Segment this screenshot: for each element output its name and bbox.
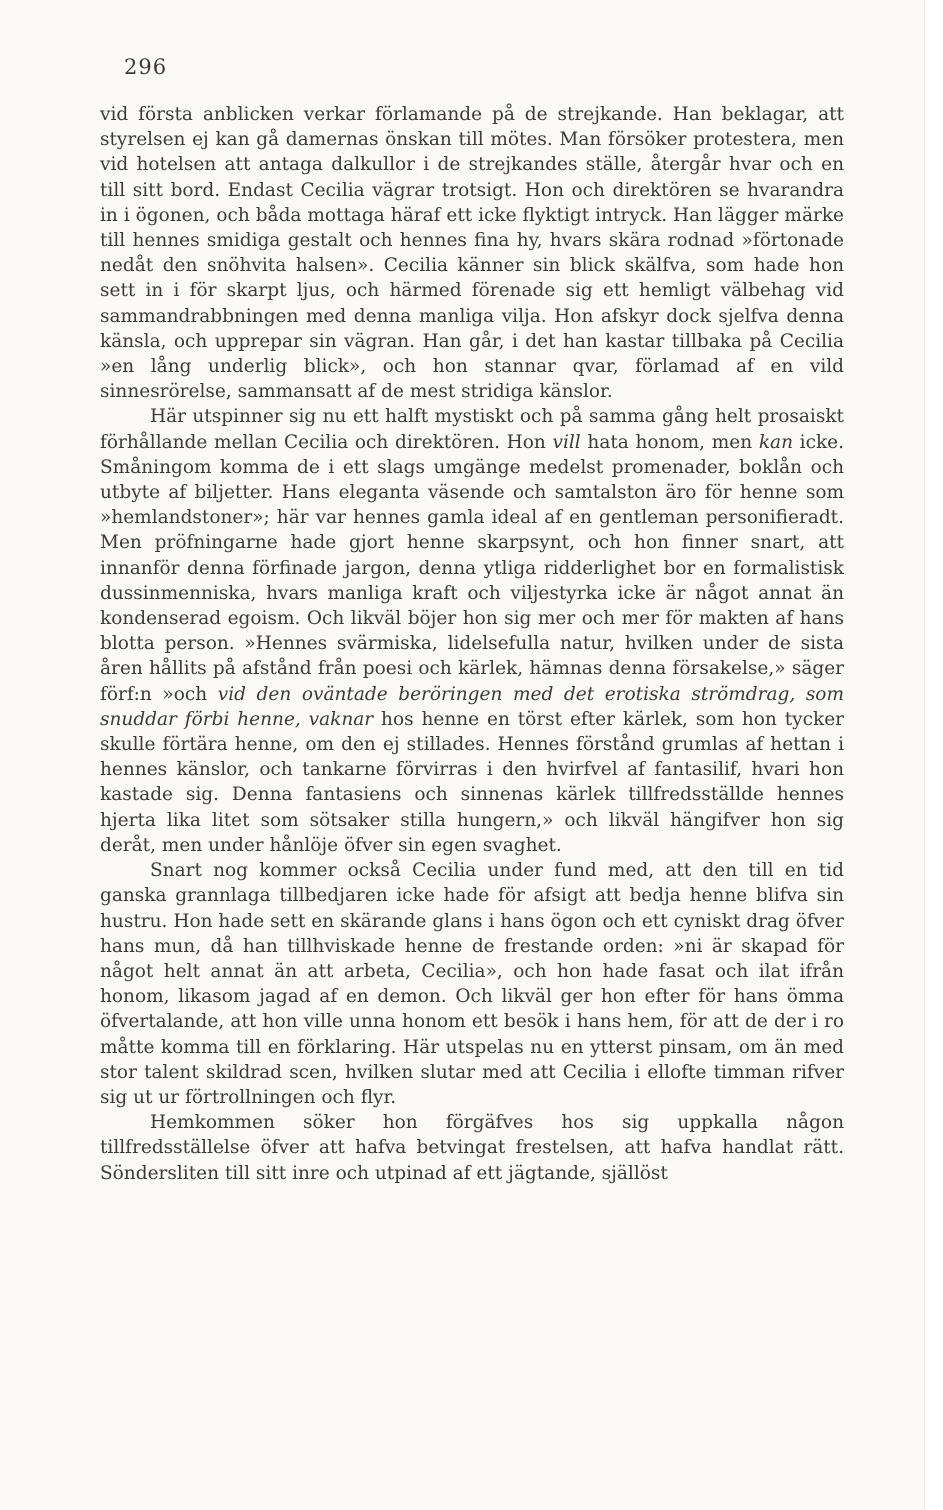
paragraph-1 xyxy=(100,102,844,404)
italic-run: kan xyxy=(758,431,793,453)
paragraph-4 xyxy=(100,1110,844,1186)
body-text xyxy=(100,102,844,1186)
text-run: Här utspinner sig nu ett halft mystiskt och på samma gång helt prosaiskt förhållande mellan Cecilia och direktören. Hon xyxy=(100,406,844,453)
text-run: hos henne en törst efter kärlek, som hon tycker skulle förtära henne, om den ej stillades. Hennes förstånd grumlas af hettan i hennes känslor, och tankarne förvirras i den hvirfvel af fantasilif, hvari hon kastade sig. Denna fantasiens och sinnenas kärlek tillfredsställde hennes hjerta lika litet som sötsaker stilla hungern,» och likväl hängifver hon sig deråt, men under hånlöje öfver sin egen svaghet. xyxy=(100,708,844,856)
text-run: Snart nog kommer också Cecilia under fund med, att den till en tid ganska grannlaga tillbedjaren icke hade för afsigt att bedja henne blifva sin hustru. Hon hade sett en skärande glans i hans ögon och ett cyniskt drag öfver hans mun, då han tillhviskade henne de frestande orden: »ni är skapad för något helt annat än att arbeta, Cecilia», och hon hade fasat och ilat ifrån honom, likasom jagad af en demon. Och likväl ger hon efter för hans ömma öfvertalande, att hon ville unna honom ett besök i hans hem, för att de der i ro måtte komma till en förklaring. Här utspelas nu en ytterst pinsam, om än med stor talent skildrad scen, hvilken slutar med att Cecilia i ellofte timman rifver sig ut ur förtrollningen och flyr. xyxy=(100,860,844,1108)
page-edge xyxy=(924,0,943,1510)
paragraph-2 xyxy=(100,404,844,858)
text-run: vid första anblicken verkar förlamande på de strejkande. Han beklagar, att styrelsen ej kan gå damernas önskan till mötes. Man försöker protestera, men vid hotelsen att antaga dalkullor i de strejkandes ställe, återgår hvar och en till sitt bord. Endast Cecilia vägrar trotsigt. Hon och direktören se hvarandra in i ögonen, och båda mottaga häraf ett icke flyktigt intryck. Han lägger märke till hennes smidiga gestalt och hennes fina hy, hvars skära rodnad »förtonade nedåt den snöhvita halsen». Cecilia känner sin blick skälfva, som hade hon sett in i för skarpt ljus, och härmed förenade sig ett hemligt välbehag vid sammandrabbningen med denna manliga vilja. Hon afskyr dock sjelfva denna känsla, och upprepar sin vägran. Han går, i det han kastar tillbaka på Cecilia »en lång underlig blick», och hon stannar qvar, förlamad af en vild sinnesrörelse, sammansatt af de mest stridiga känslor. xyxy=(100,104,844,403)
text-run: icke. Småningom komma de i ett slags umgänge medelst promenader, boklån och utbyte af biljetter. Hans eleganta väsende och samtalston äro för henne som »hemlandstoner»; här var hennes gamla ideal af en gentleman personifieradt. Men pröfningarne hade gjort henne skarpsynt, och hon finner snart, att innanför denna förfinade jargon, denna ytliga ridderlighet bor en formalistisk dussinmenniska, hvars manliga kraft och viljestyrka icke är något annat än kondenserad egoism. Och likväl böjer hon sig mer och mer för makten af hans blotta person. »Hennes svärmiska, lidelsefulla natur, hvilken under de sista åren hållits på afstånd från poesi och kärlek, hämnas denna försakelse,» säger förf:n »och xyxy=(100,431,844,705)
paragraph-3 xyxy=(100,858,844,1110)
italic-run: vill xyxy=(552,431,581,453)
text-run: hata honom, men xyxy=(580,431,759,453)
page-number: 296 xyxy=(124,55,168,79)
italic-run: vid den oväntade beröringen med det erotiska strömdrag, som snuddar förbi henne, vaknar xyxy=(100,683,844,730)
book-page xyxy=(100,52,844,1186)
text-run: Hemkommen söker hon förgäfves hos sig uppkalla någon tillfredsställelse öfver att hafva betvingat frestelsen, att hafva handlat rätt. Söndersliten till sitt inre och utpinad af ett jägtande, själlöst xyxy=(100,1112,844,1184)
